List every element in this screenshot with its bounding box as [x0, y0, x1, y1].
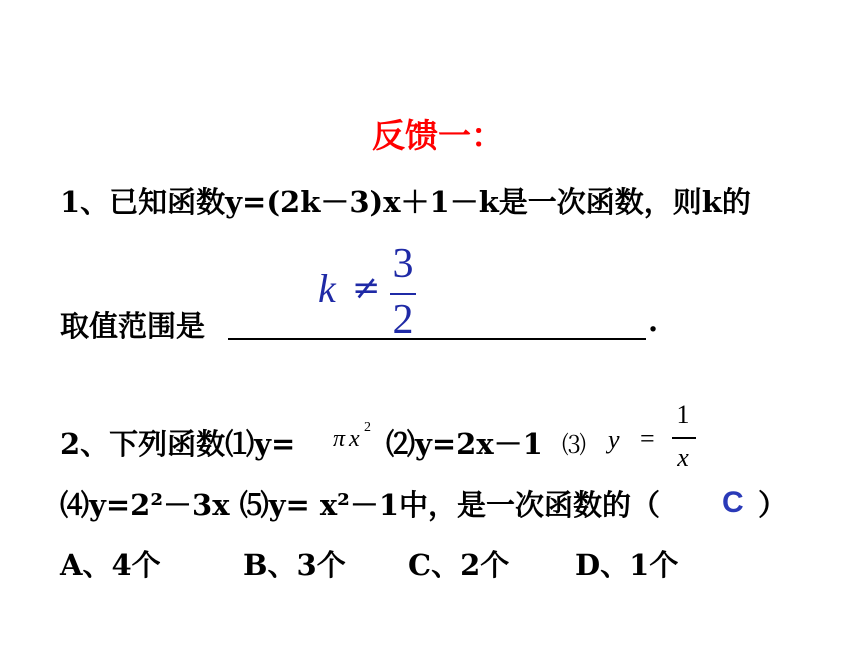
answer-fraction-bar: [390, 293, 416, 295]
slide-title: 反馈一：: [372, 116, 504, 155]
equals-sign: =: [640, 424, 655, 453]
question-1-line-2-prefix: 取值范围是: [60, 309, 206, 343]
question-2-line-2: ⑷y=2²－3x ⑸y= x²－1中，是一次函数的（: [60, 488, 661, 522]
option-b: B、3个: [243, 548, 346, 582]
item-3-fraction-bar: [672, 437, 696, 439]
question-2-item-2: ⑵y=2x－1: [386, 427, 543, 461]
answer-numerator: 3: [392, 241, 414, 287]
answer-blank-line: [228, 338, 646, 340]
option-d: D、1个: [575, 548, 679, 582]
question-1-line-1: 1、已知函数y=(2k－3)x＋1－k是一次函数，则k的: [60, 185, 751, 219]
question-2-answer: C: [722, 486, 744, 519]
option-a: A、4个: [60, 548, 161, 582]
option-c: C、2个: [408, 548, 510, 582]
pi-symbol: π: [333, 426, 346, 452]
item-3-label: ⑶: [562, 431, 586, 459]
x-variable: x: [349, 426, 360, 452]
y-variable: y: [608, 425, 620, 454]
answer-variable-k: k: [318, 266, 336, 311]
question-2-close-paren: ）: [758, 488, 788, 522]
question-1-period: .: [648, 304, 659, 338]
item-3-denominator: x: [677, 443, 689, 472]
question-2-intro: 2、下列函数⑴y=: [60, 427, 296, 461]
item-3-numerator: 1: [676, 400, 690, 429]
not-equal-sign: ≠: [352, 268, 381, 308]
exponent-2: 2: [364, 420, 371, 435]
answer-denominator: 2: [392, 297, 414, 343]
